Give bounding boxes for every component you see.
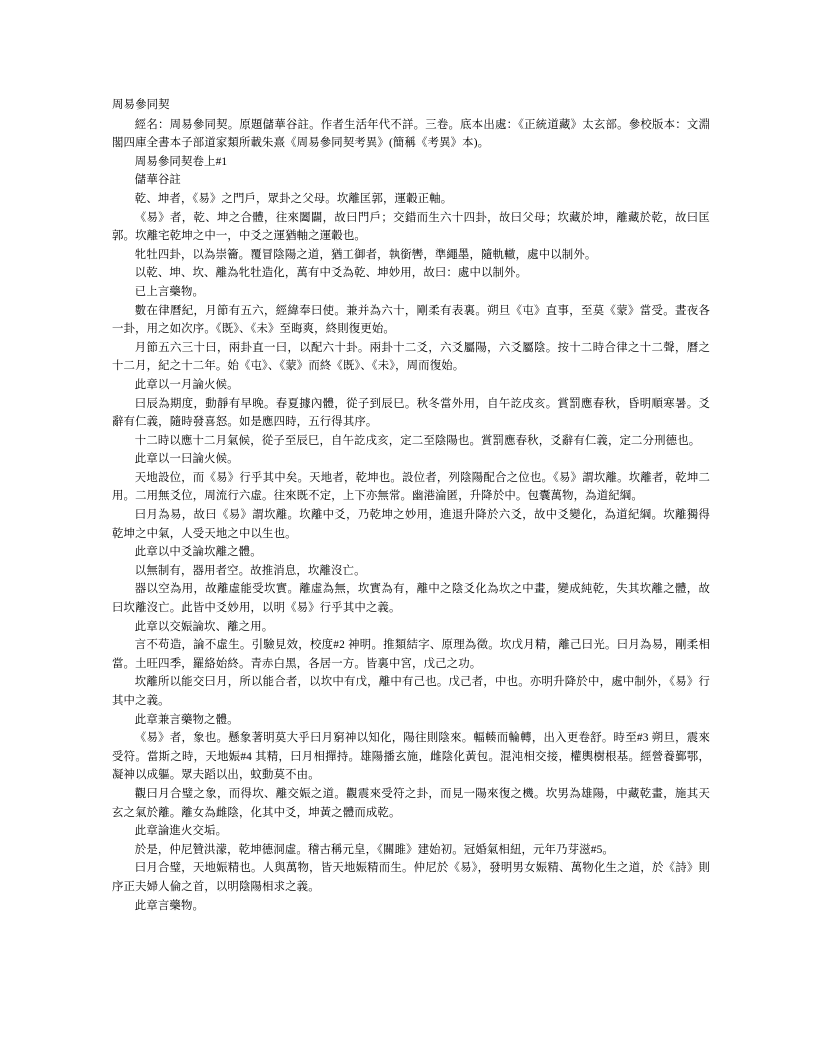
commentary-passage-7: 坎離所以能交曰月，所以能合者，以坎中有戊，離中有己也。戊己者，中也。亦明升降於中，處中制外，《易》行其中之義。: [112, 676, 710, 707]
canon-passage-4: 曰辰為期度，動靜有早晚。春夏據內體，從子到辰巳。秋冬當外用，自午訖戌亥。賞罰應春秋，昏明順寒暑。爻辭有仁義，隨時發喜怒。如是應四時，五行得其序。: [112, 397, 710, 429]
chapter-summary-1: 已上言藥物。: [134, 285, 205, 298]
canon-passage-5: 天地設位，而《易》行乎其中矣。天地者，乾坤也。設位者，列陰陽配合之位也。《易》謂坎離。坎離者，乾坤二用。二用無爻位，周流行六虛。往來既不定，上下亦無常。幽港淪匿，升降於中。包囊萬物，為道紀綱。: [112, 471, 710, 503]
commentator-line: 儲華谷註: [134, 174, 181, 187]
commentary-passage-8: 觀曰月合璧之象，而得坎、離交娠之道。觀震來受符之卦，而見一陽來復之機。坎男為雄陽，中藏乾畫，施其天玄之氣於離。離女為雌陰，化其中爻，坤黃之體而成乾。: [112, 787, 710, 819]
commentary-passage-2: 以乾、坤、坎、離為牝牡造化，萬有中爻為乾、坤妙用，故曰：處中以制外。: [134, 267, 528, 280]
chapter-summary-2: 此章以一月論火候。: [134, 378, 239, 391]
document-title: 周易參同契: [112, 99, 170, 111]
chapter-summary-7: 此章論進火交垢。: [134, 825, 228, 838]
commentary-passage-5: 曰月為易，故曰《易》謂坎離。坎離中爻，乃乾坤之妙用，進退升降於六爻，故中爻變化，為道紀綱。坎離獨得乾坤之中氣，人受天地之中以生也。: [112, 509, 710, 540]
canon-passage-9: 於是，仲尼贊洪濛，乾坤德洞虛。稽古稱元皇，《關雎》建始初。冠婚氣相紐，元年乃芽滋#5。: [134, 843, 614, 856]
commentary-passage-4: 十二時以應十二月氣候，從子至辰巳，自午訖戌亥，定二至陰陽也。賞罰應春秋，爻辭有仁義，定二分刑德也。: [134, 434, 701, 447]
canon-passage-3: 數在律曆紀，月節有五六，經緯奉曰使。兼并為六十，剛柔有表裏。朔旦《屯》直事，至莫《蒙》當受。晝夜各一卦，用之如次序。《既》、《未》至晦爽，終則復更始。: [112, 304, 710, 336]
chapter-summary-3: 此章以一曰論火候。: [134, 453, 239, 466]
canon-passage-7: 言不苟造，論不虛生。引驗見效，校度#2 神明。推類結字、原理為徵。坎戊月精，離己曰光。曰月為易，剛柔相當。土旺四季，羅絡始終。青赤白黑，各居一方。皆裏中宮，戊己之功。: [112, 639, 710, 670]
commentary-passage-9: 曰月合璧，天地娠精也。人與萬物，皆天地娠精而生。仲尼於《易》，發明男女娠精、萬物化生之道，於《詩》則序正夫婦人倫之首，以明陰陽相求之義。: [112, 862, 710, 893]
commentary-passage-3: 月節五六三十曰，兩卦直一曰，以配六十卦。兩卦十二爻，六爻屬陽，六爻屬陰。按十二時合律之十二聲，曆之十二月，紀之十二年。始《屯》、《蒙》而終《既》、《未》，周而復始。: [112, 341, 710, 373]
commentary-passage-6: 器以空為用，故離虛能受坎實。離虛為無，坎實為有，離中之陰爻化為坎之中畫，變成純乾，失其坎離之體，故曰坎離沒亡。此皆中爻妙用，以明《易》行乎其中之義。: [112, 583, 710, 615]
canon-passage-2: 牝牡四卦，以為崇籥。覆冒陰陽之道，猶工御者，執銜轡，準繩墨，隨軌轍，處中以制外。: [134, 248, 597, 261]
canon-passage-6: 以無制有，器用者空。故推消息，坎離沒亡。: [134, 564, 366, 577]
canon-passage-8: 《易》者，象也。懸象著明莫大乎曰月窮神以知化，陽往則陰來。輻輳而輪轉，出入更卷舒。時至#3 朔旦，震來受符。當斯之時，天地娠#4 其精，曰月相撣持。雄陽播玄施，雌陰化黃包。混沌相交接，權輿樹根基。經營養鄞鄂，凝神以成軀。眾夫蹈以出，蚊動莫不由。: [112, 732, 710, 782]
chapter-summary-6: 此章兼言藥物之體。: [134, 713, 239, 726]
chapter-summary-8: 此章言藥物。: [134, 899, 205, 912]
volume-heading: 周易參同契卷上#1: [134, 155, 228, 168]
bibliographic-note: 經名：周易參同契。原題儲華谷註。作者生活年代不詳。三卷。底本出處：《正統道藏》太玄部。參校版本：文淵閣四庫全書本子部道家類所載朱熹《周易參同契考異》(簡稱《考異》本)。: [112, 118, 710, 150]
document-body: [112, 96, 710, 915]
canon-passage-1: 乾、坤者，《易》之門戶，眾卦之父母。坎離匡郭，運轂正軸。: [134, 192, 453, 205]
commentary-passage-1: 《易》者，乾、坤之合體，往來闔闢，故曰門戶；交錯而生六十四卦，故曰父母；坎藏於坤，離藏於乾，故曰匡郭。坎離宅乾坤之中一，中爻之運猶軸之運轂也。: [112, 211, 710, 243]
chapter-summary-4: 此章以中爻論坎離之體。: [134, 546, 262, 559]
chapter-summary-5: 此章以交娠論坎、離之用。: [134, 620, 274, 633]
